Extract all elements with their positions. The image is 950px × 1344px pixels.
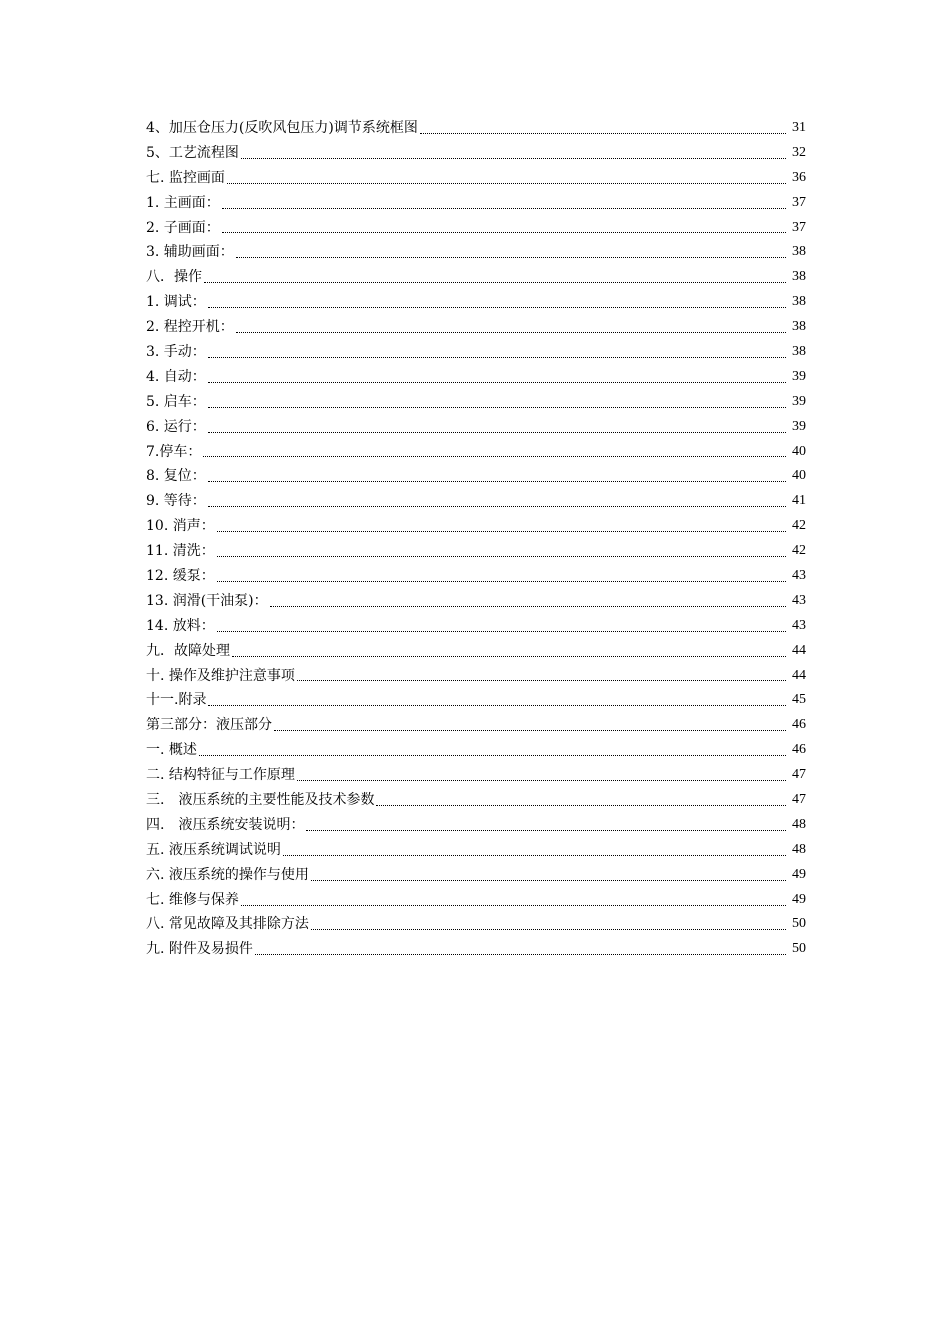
toc-leader-dots	[208, 290, 786, 315]
toc-leader-dots	[311, 913, 786, 938]
table-of-contents	[146, 116, 806, 962]
toc-page-number: 49	[792, 891, 806, 907]
toc-page-number: 39	[792, 393, 806, 409]
toc-leader-dots	[203, 440, 786, 465]
toc-leader-dots	[236, 240, 786, 265]
toc-entry[interactable]	[146, 664, 806, 689]
toc-entry-label: 6. 运行：	[146, 418, 206, 435]
toc-entry-label: 五. 液压系统调试说明	[146, 841, 281, 858]
toc-entry-label: 10. 消声：	[146, 518, 215, 535]
toc-leader-dots	[199, 738, 786, 763]
toc-page-number: 43	[792, 568, 806, 584]
toc-page-number: 38	[792, 344, 806, 359]
toc-entry[interactable]	[146, 116, 806, 141]
toc-page-number: 31	[792, 119, 806, 135]
toc-entry-label: 十一.附录	[146, 692, 207, 709]
toc-leader-dots	[306, 813, 786, 838]
toc-entry[interactable]	[146, 290, 806, 315]
toc-entry-label: 4. 自动：	[146, 368, 206, 385]
toc-entry-label: 一. 概述	[146, 742, 197, 759]
toc-entry[interactable]	[146, 265, 806, 290]
toc-entry[interactable]	[146, 913, 806, 938]
toc-leader-dots	[217, 539, 786, 564]
toc-leader-dots	[227, 166, 786, 191]
toc-page-number: 39	[792, 368, 806, 384]
toc-page-number: 40	[792, 443, 806, 459]
toc-leader-dots	[270, 589, 786, 614]
toc-entry-label: 1. 主画面：	[146, 194, 220, 211]
toc-entry-label: 13. 润滑(干油泵)：	[146, 592, 268, 609]
toc-entry-label: 十. 操作及维护注意事项	[146, 667, 295, 684]
toc-entry-label: 3. 辅助画面：	[146, 244, 234, 261]
toc-page-number: 37	[792, 219, 806, 235]
toc-entry[interactable]	[146, 365, 806, 390]
toc-page-number: 36	[792, 169, 806, 185]
toc-page-number: 47	[792, 792, 806, 808]
toc-leader-dots	[208, 464, 786, 489]
toc-page-number: 38	[792, 319, 806, 335]
toc-entry[interactable]	[146, 713, 806, 738]
toc-entry-label: 14. 放料：	[146, 617, 215, 634]
toc-entry[interactable]	[146, 788, 806, 813]
toc-entry[interactable]	[146, 390, 806, 415]
toc-entry-label: 12. 缓泵：	[146, 568, 215, 585]
toc-entry[interactable]	[146, 166, 806, 191]
toc-page-number: 50	[792, 916, 806, 932]
toc-page-number: 47	[792, 767, 806, 783]
toc-entry[interactable]	[146, 589, 806, 614]
toc-entry[interactable]	[146, 191, 806, 216]
toc-entry-label: 三. 液压系统的主要性能及技术参数	[146, 792, 375, 809]
toc-leader-dots	[217, 564, 786, 589]
toc-entry-label: 1. 调试：	[146, 294, 206, 311]
toc-entry-label: 2. 子画面：	[146, 219, 220, 236]
toc-entry[interactable]	[146, 888, 806, 913]
toc-page-number: 40	[792, 468, 806, 484]
toc-entry[interactable]	[146, 216, 806, 241]
toc-leader-dots	[297, 763, 786, 788]
toc-entry-label: 2. 程控开机：	[146, 319, 234, 336]
toc-leader-dots	[241, 141, 786, 166]
toc-leader-dots	[241, 888, 786, 913]
toc-entry[interactable]	[146, 813, 806, 838]
toc-entry-label: 七. 维修与保养	[146, 891, 239, 908]
toc-leader-dots	[222, 216, 786, 241]
toc-entry-label: 八．操作	[146, 269, 202, 286]
toc-entry[interactable]	[146, 937, 806, 962]
toc-entry[interactable]	[146, 539, 806, 564]
toc-page-number: 43	[792, 592, 806, 608]
toc-entry[interactable]	[146, 315, 806, 340]
toc-entry-label: 4、加压仓压力(反吹风包压力)调节系统框图	[146, 119, 418, 136]
toc-page-number: 45	[792, 692, 806, 708]
toc-leader-dots	[420, 116, 786, 141]
toc-page-number: 46	[792, 742, 806, 758]
toc-leader-dots	[376, 788, 786, 813]
toc-leader-dots	[208, 340, 786, 365]
toc-leader-dots	[232, 639, 786, 664]
toc-page-number: 44	[792, 642, 806, 658]
toc-page-number: 49	[792, 866, 806, 882]
toc-leader-dots	[255, 937, 786, 962]
toc-entry-label: 四. 液压系统安装说明：	[146, 816, 305, 833]
toc-page-number: 39	[792, 418, 806, 434]
toc-page-number: 38	[792, 244, 806, 260]
toc-entry-label: 第三部分：液压部分	[146, 717, 272, 734]
toc-entry[interactable]	[146, 614, 806, 639]
toc-leader-dots	[311, 863, 786, 888]
toc-entry-label: 二. 结构特征与工作原理	[146, 767, 295, 784]
toc-entry-label: 九．故障处理	[146, 642, 230, 659]
toc-page-number: 32	[792, 144, 806, 160]
toc-leader-dots	[297, 664, 786, 689]
toc-entry[interactable]	[146, 688, 806, 713]
toc-entry[interactable]	[146, 763, 806, 788]
toc-page-number: 37	[792, 194, 806, 210]
toc-leader-dots	[236, 315, 786, 340]
toc-page-number: 41	[792, 493, 806, 509]
toc-leader-dots	[222, 191, 786, 216]
toc-page-number: 46	[792, 717, 806, 733]
toc-entry-label: 8. 复位：	[146, 468, 206, 485]
toc-page-number: 42	[792, 543, 806, 559]
toc-entry-label: 六. 液压系统的操作与使用	[146, 866, 309, 883]
toc-page-number: 38	[792, 269, 806, 285]
toc-entry[interactable]	[146, 141, 806, 166]
toc-entry[interactable]	[146, 415, 806, 440]
toc-leader-dots	[208, 415, 786, 440]
toc-leader-dots	[208, 365, 786, 390]
toc-page-number: 38	[792, 294, 806, 310]
toc-entry-label: 11. 清洗：	[146, 543, 215, 560]
toc-entry[interactable]	[146, 639, 806, 664]
toc-leader-dots	[274, 713, 786, 738]
toc-entry-label: 八. 常见故障及其排除方法	[146, 916, 309, 933]
toc-leader-dots	[208, 688, 786, 713]
toc-page-number: 43	[792, 617, 806, 633]
toc-entry[interactable]	[146, 240, 806, 265]
toc-page-number: 48	[792, 841, 806, 857]
toc-entry-label: 5. 启车：	[146, 393, 206, 410]
toc-leader-dots	[204, 265, 786, 290]
toc-page-number: 44	[792, 667, 806, 683]
toc-entry-label: 九. 附件及易损件	[146, 941, 253, 958]
toc-entry[interactable]	[146, 514, 806, 539]
toc-entry[interactable]	[146, 440, 806, 465]
toc-entry[interactable]	[146, 340, 806, 365]
toc-entry[interactable]	[146, 738, 806, 763]
toc-entry[interactable]	[146, 838, 806, 863]
toc-leader-dots	[283, 838, 786, 863]
toc-entry[interactable]	[146, 564, 806, 589]
toc-page-number: 42	[792, 518, 806, 534]
toc-page-number: 50	[792, 941, 806, 957]
toc-entry-label: 3. 手动：	[146, 344, 206, 360]
toc-entry[interactable]	[146, 489, 806, 514]
toc-entry-label: 7.停车：	[146, 443, 202, 460]
toc-entry[interactable]	[146, 863, 806, 888]
toc-leader-dots	[217, 514, 786, 539]
toc-leader-dots	[208, 489, 786, 514]
toc-page-number: 48	[792, 816, 806, 832]
toc-entry-label: 9. 等待：	[146, 493, 206, 510]
toc-entry[interactable]	[146, 464, 806, 489]
toc-leader-dots	[217, 614, 786, 639]
toc-leader-dots	[208, 390, 786, 415]
toc-entry-label: 七. 监控画面	[146, 169, 225, 186]
toc-entry-label: 5、工艺流程图	[146, 144, 239, 161]
